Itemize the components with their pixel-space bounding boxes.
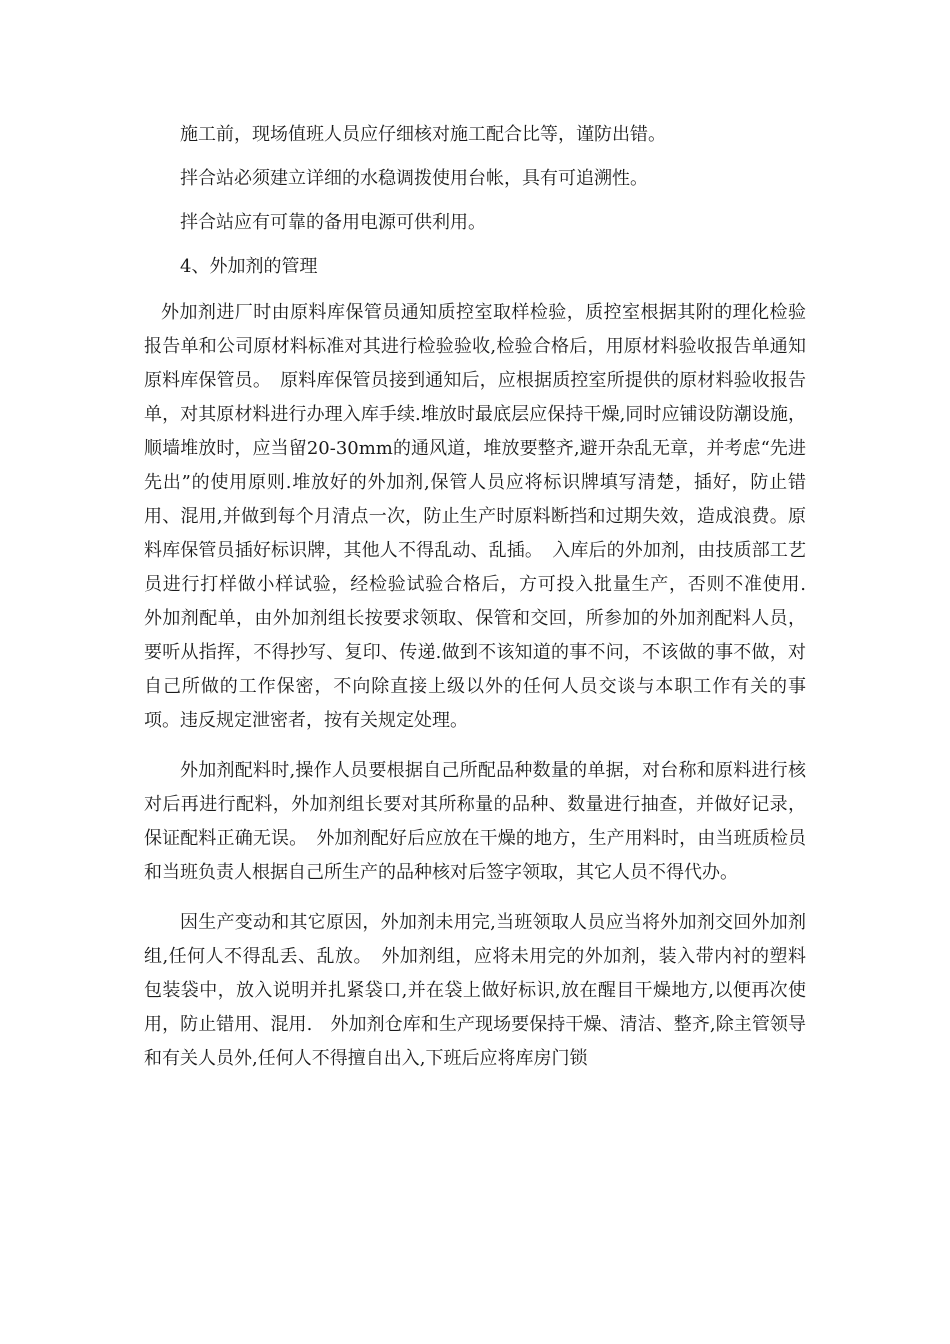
paragraph-1: 外加剂进厂时由原料库保管员通知质控室取样检验，质控室根据其附的理化检验报告单和公司原材料标准对其进行检验验收,检验合格后，用原材料验收报告单通知原料库保管员。 原料库保管员接到通知后，应根据质控室所提供的原材料验收报告单，对其原材料进行办理入库手续.堆放时最底层应保持干燥,同时应铺设防潮设施，顺墙堆放时，应当留20-30mm的通风道，堆放要整齐,避开杂乱无章，并考虑“先进先出”的使用原则.堆放好的外加剂,保管人员应将标识牌填写清楚，插好，防止错用、混用,并做到每个月清点一次，防止生产时原料断挡和过期失效，造成浪费。原料库保管员插好标识牌，其他人不得乱动、乱插。 入库后的外加剂，由技质部工艺员进行打样做小样试验，经检验试验合格后，方可投入批量生产，否则不准使用. 外加剂配单，由外加剂组长按要求领取、保管和交回，所参加的外加剂配料人员，要听从指挥，不得抄写、复印、传递.做到不该知道的事不问，不该做的事不做，对自己所做的工作保密，不向除直接上级以外的任何人员交谈与本职工作有关的事项。违反规定泄密者，按有关规定处理。 [144, 302, 824, 731]
text-line-3: 拌合站应有可靠的备用电源可供利用。 [180, 212, 486, 233]
paragraph-3: 因生产变动和其它原因，外加剂未用完,当班领取人员应当将外加剂交回外加剂组,任何人不得乱丢、乱放。 外加剂组，应将未用完的外加剂，装入带内衬的塑料包装袋中，放入说明并扎紧袋口,并在袋上做好标识,放在醒目干燥地方,以便再次使用，防止错用、混用. 外加剂仓库和生产现场要保持干燥、清洁、整齐,除主管领导和有关人员外,任何人不得擅自出入,下班后应将库房门锁 [144, 912, 806, 1069]
document-page [144, 118, 824, 1076]
text-line-2: 拌合站必须建立详细的水稳调拨使用台帐，具有可追溯性。 [180, 168, 648, 189]
section-heading: 4、外加剂的管理 [180, 256, 318, 277]
text-line-1: 施工前，现场值班人员应仔细核对施工配合比等，谨防出错。 [180, 124, 666, 145]
paragraph-2: 外加剂配料时,操作人员要根据自己所配品种数量的单据，对台称和原料进行核对后再进行配料，外加剂组长要对其所称量的品种、数量进行抽查，并做好记录，保证配料正确无误。 外加剂配好后应放在干燥的地方，生产用料时，由当班质检员和当班负责人根据自己所生产的品种核对后签字领取，其它人员不得代办。 [144, 760, 806, 883]
